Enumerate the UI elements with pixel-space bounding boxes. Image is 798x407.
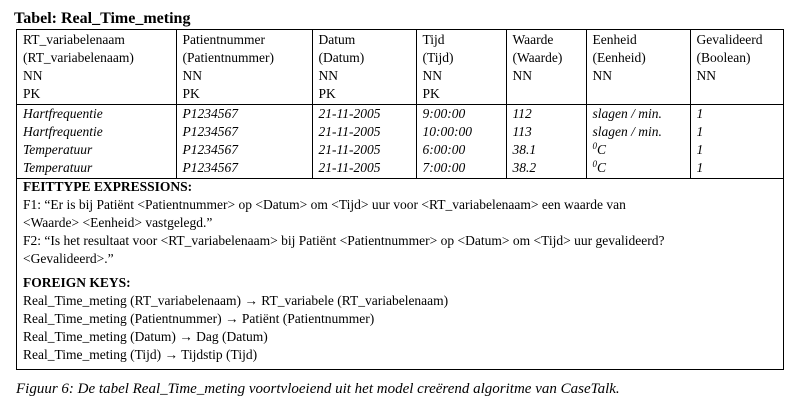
- table-row: [17, 141, 783, 159]
- column-key: [513, 85, 586, 103]
- cell-gevalideerd: 1: [696, 142, 704, 157]
- column-alias: (Datum): [318, 50, 365, 65]
- cell-eenheid: [586, 159, 690, 179]
- column-alias: (RT_variabelenaam): [23, 50, 134, 65]
- cell-datum: 21-11-2005: [312, 123, 416, 141]
- column-null: NN: [512, 68, 532, 83]
- feittype-section: [23, 178, 779, 268]
- column-alias: (Tijd): [422, 50, 454, 65]
- column-key: [697, 85, 784, 103]
- cell-gevalideerd: 1: [696, 124, 704, 139]
- foreign-key-line: Real_Time_meting (Patientnummer) → Patiënt (Patientnummer): [23, 311, 375, 326]
- header-cell-datum: [312, 30, 416, 105]
- cell-waarde: 113: [506, 123, 586, 141]
- foreign-key-line: Real_Time_meting (Tijd) → Tijdstip (Tijd): [23, 347, 258, 362]
- column-key: [593, 85, 690, 103]
- figure-caption: Figuur 6: De tabel Real_Time_meting voortvloeiend uit het model creërend algoritme van CaseTalk.: [16, 381, 620, 397]
- column-alias: (Patientnummer): [182, 50, 274, 65]
- unit-text: C: [597, 142, 607, 157]
- header-cell-patientnummer: [176, 30, 312, 105]
- header-cell-eenheid: [586, 30, 690, 105]
- cell-datum: 21-11-2005: [312, 159, 416, 179]
- column-name: Datum: [318, 32, 356, 47]
- feittype-heading: FEITTYPE EXPRESSIONS:: [23, 179, 193, 194]
- cell-tijd: 9:00:00: [416, 105, 506, 124]
- header-cell-gevalideerd: [690, 30, 783, 105]
- cell-patientnummer: P1234567: [176, 123, 312, 141]
- cell-waarde: 112: [506, 105, 586, 124]
- table-row: [17, 105, 783, 124]
- cell-rt-variabelenaam: Temperatuur: [17, 141, 176, 159]
- column-null: NN: [182, 68, 202, 83]
- unit-text: C: [597, 160, 607, 175]
- feittype-line: <Waarde> <Eenheid> vastgelegd.”: [23, 215, 213, 230]
- cell-waarde: 38.2: [506, 159, 586, 179]
- cell-eenheid: [586, 141, 690, 159]
- feittype-line: <Gevalideerd>.”: [23, 251, 114, 266]
- column-name: Gevalideerd: [696, 32, 763, 47]
- cell-gevalideerd: 1: [690, 159, 783, 179]
- degree-superscript: 0: [592, 141, 597, 151]
- header-cell-rt-variabelenaam: [17, 30, 176, 105]
- table-title: Tabel: Real_Time_meting: [14, 10, 191, 27]
- feittype-line: F1: “Er is bij Patiënt <Patientnummer> op <Datum> om <Tijd> uur voor <RT_variabelenaam> een waarde van: [23, 197, 626, 212]
- foreign-key-line: Real_Time_meting (RT_variabelenaam) → RT_variabele (RT_variabelenaam): [23, 293, 449, 308]
- column-null: NN: [422, 68, 442, 83]
- foreign-key-line: Real_Time_meting (Datum) → Dag (Datum): [23, 329, 268, 344]
- column-name: Eenheid: [592, 32, 637, 47]
- column-alias: (Waarde): [512, 50, 563, 65]
- cell-rt-variabelenaam: Hartfrequentie: [17, 123, 176, 141]
- cell-waarde: 38.1: [506, 141, 586, 159]
- column-name: Patientnummer: [182, 32, 265, 47]
- table-row: [17, 159, 783, 179]
- cell-patientnummer: P1234567: [176, 159, 312, 179]
- column-null: NN: [592, 68, 612, 83]
- cell-tijd: 7:00:00: [416, 159, 506, 179]
- cell-eenheid: slagen / min.: [586, 123, 690, 141]
- table-frame: [16, 29, 784, 370]
- column-name: Tijd: [422, 32, 445, 47]
- cell-tijd: 10:00:00: [416, 123, 506, 141]
- column-name: RT_variabelenaam: [23, 32, 125, 47]
- column-key: PK: [182, 86, 200, 101]
- column-null: NN: [696, 68, 716, 83]
- header-cell-waarde: [506, 30, 586, 105]
- real-time-meting-table: [17, 30, 783, 179]
- degree-superscript: 0: [592, 159, 597, 169]
- column-key: PK: [422, 86, 440, 101]
- cell-patientnummer: P1234567: [176, 141, 312, 159]
- column-null: NN: [318, 68, 338, 83]
- cell-datum: 21-11-2005: [312, 105, 416, 124]
- header-row: [17, 30, 783, 105]
- column-alias: (Eenheid): [592, 50, 646, 65]
- table-row: [17, 123, 783, 141]
- column-name: Waarde: [512, 32, 554, 47]
- cell-tijd: 6:00:00: [416, 141, 506, 159]
- cell-rt-variabelenaam: Temperatuur: [17, 159, 176, 179]
- cell-gevalideerd: 1: [696, 106, 704, 121]
- column-key: PK: [23, 86, 41, 101]
- header-cell-tijd: [416, 30, 506, 105]
- cell-rt-variabelenaam: Hartfrequentie: [17, 105, 176, 124]
- foreign-keys-section: [23, 274, 779, 364]
- column-alias: (Boolean): [696, 50, 751, 65]
- foreign-keys-heading: FOREIGN KEYS:: [23, 275, 131, 290]
- cell-datum: 21-11-2005: [312, 141, 416, 159]
- cell-patientnummer: P1234567: [176, 105, 312, 124]
- cell-eenheid: slagen / min.: [586, 105, 690, 124]
- feittype-line: F2: “Is het resultaat voor <RT_variabelenaam> bij Patiënt <Patientnummer> op <Datum> om <Tijd> uur gevalideerd?: [23, 233, 665, 248]
- column-null: NN: [23, 68, 43, 83]
- column-key: PK: [318, 86, 336, 101]
